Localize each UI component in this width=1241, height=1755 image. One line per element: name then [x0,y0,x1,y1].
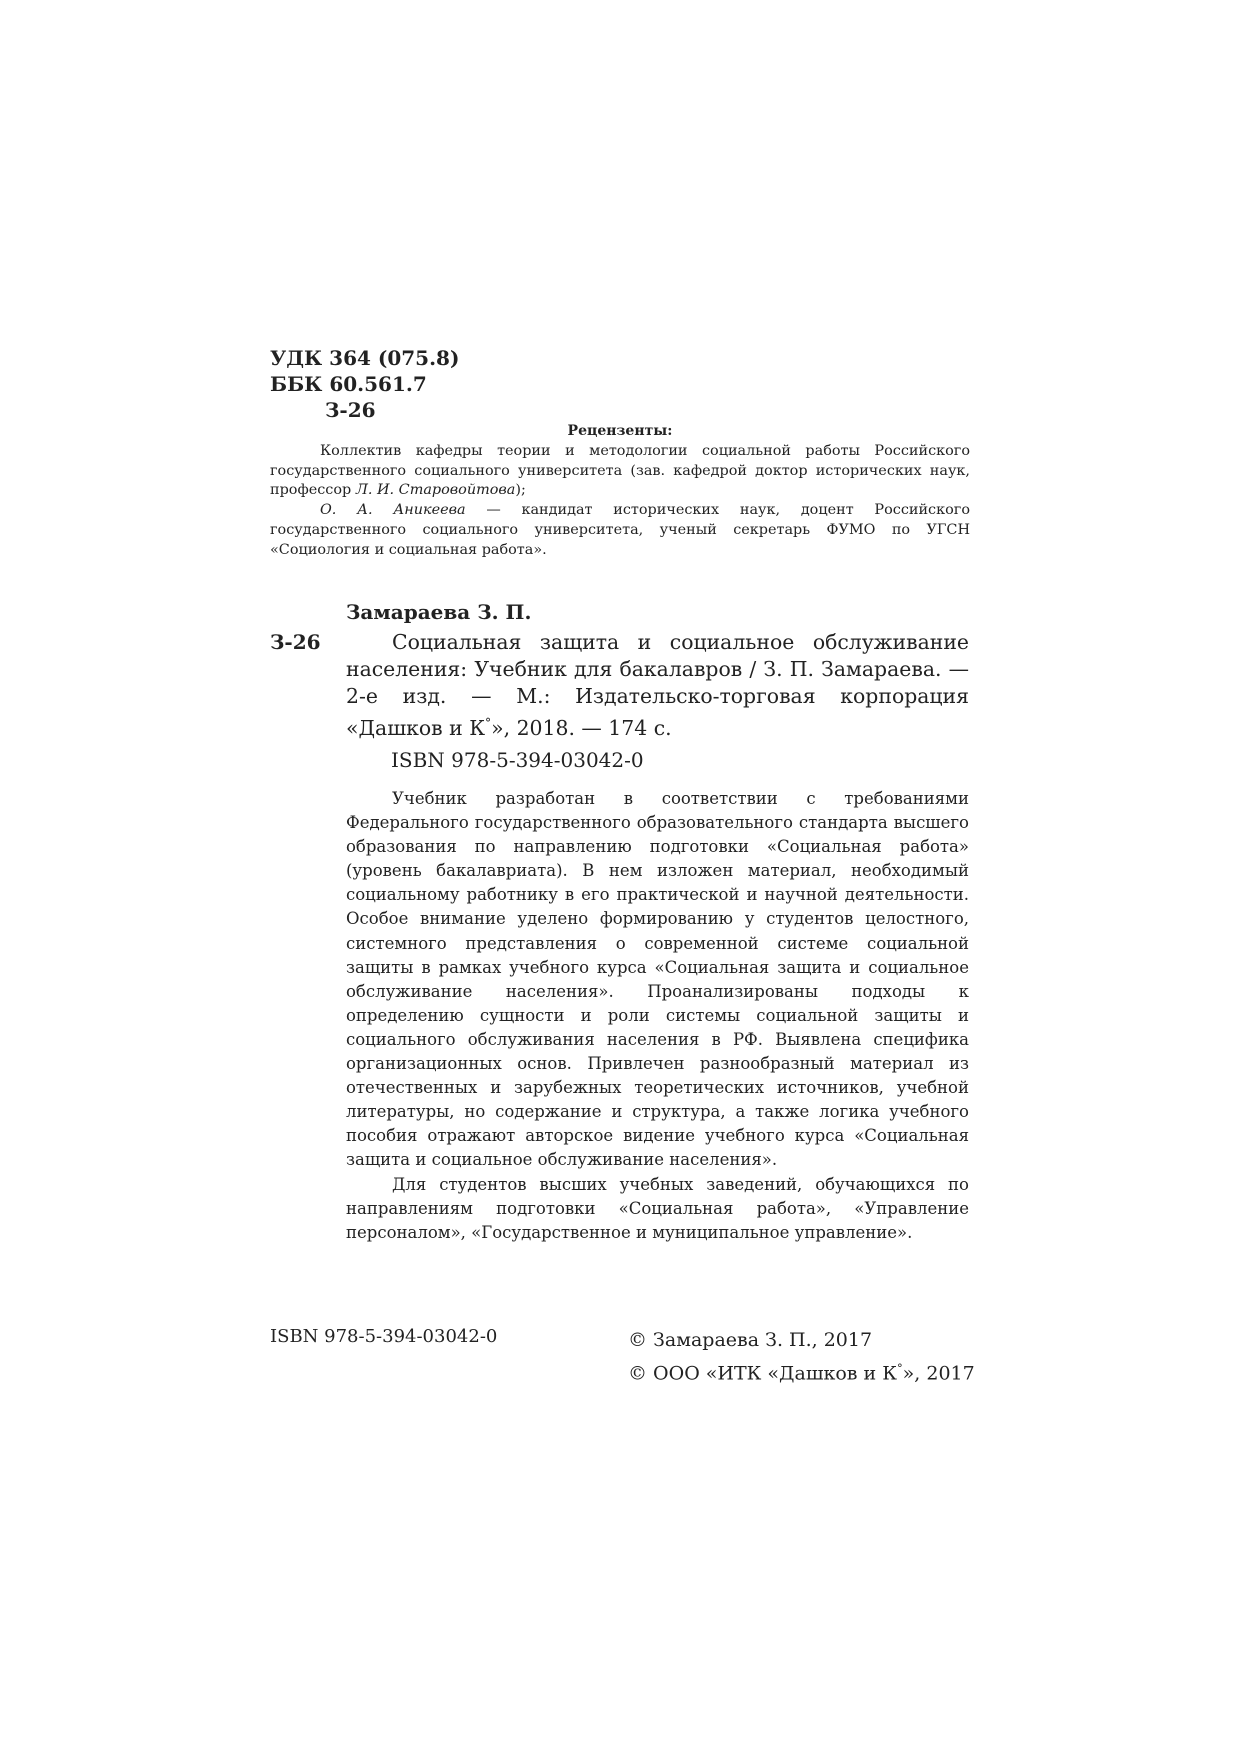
annotation [346,787,969,1245]
annotation-paragraph-1: Учебник разработан в соответствии с требованиями Федерального государственного образовательного стандарта высшего образования по направлению подготовки «Социальная работа» (уровень бакалавриата). В нем изложен материал, необходимый социальному работнику в его практической и научной деятельности. Особое внимание уделено формированию у студентов целостного, системного представления о современной системе социальной защиты в рамках учебного курса «Социальная защита и социальное обслуживание населения». Проанализированы подходы к определению сущности и роли системы социальной защиты и социального обслуживания населения в РФ. Выявлена специфика организационных основ. Привлечен разнообразный материал из отечественных и зарубежных теоретических источников, учебной литературы, но содержание и структура, а также логика учебного пособия отражают авторское видение учебного курса «Социальная защита и социальное обслуживание населения». [346,789,969,1170]
reviewers-section [270,422,970,561]
reviewer-entry-2-name: О. А. Аникеева [320,502,466,519]
annotation-paragraph-2: Для студентов высших учебных заведений, обучающихся по направлениям подготовки «Социальная работа», «Управление персоналом», «Государственное и муниципальное управление». [346,1174,969,1242]
reviewer-entry-1 [270,442,970,501]
classification-codes [270,345,459,423]
footer-isbn: ISBN 978-5-394-03042-0 [270,1326,498,1347]
catalog-code: З-26 [270,630,321,654]
copyright-author: © Замараева З. П., 2017 [628,1329,873,1351]
citation-degree: ° [485,716,492,730]
catalog-citation [346,629,969,742]
copyright-publisher [628,1354,975,1387]
copyright-publisher-pre: © ООО «ИТК «Дашков и К [628,1362,897,1385]
reviewers-heading: Рецензенты: [567,423,673,439]
citation-post: », 2018. — 174 с. [491,715,672,740]
reviewer-entry-1-text: Коллектив кафедры теории и методологии социальной работы Российского государственного социального университета (зав. кафедрой доктор исторических наук, профессор [270,442,970,499]
citation-text [346,629,969,742]
udk-code: УДК 364 (075.8) [270,346,460,370]
copyright-publisher-post: », 2017 [902,1362,975,1385]
copyright-block [628,1326,975,1387]
reviewer-entry-1-end: ); [515,482,526,499]
reviewer-entry-2-text: — кандидат исторических наук, доцент Российского государственного социального университета, ученый секретарь ФУМО по УГСН «Социология и социальная работа». [270,502,970,558]
reviewer-entry-1-name: Л. И. Старовойтова [355,482,516,499]
author-sign: З-26 [325,398,376,422]
catalog-author: Замараева З. П. [346,600,532,624]
copyright-degree: ° [896,1361,903,1375]
catalog-isbn: ISBN 978-5-394-03042-0 [391,748,644,772]
reviewer-entry-2 [270,501,970,560]
bbk-code: ББК 60.561.7 [270,372,427,396]
citation-pre: Социальная защита и социальное обслуживание населения: Учебник для бакалавров / З. П. Замараева. — 2-е изд. — М.: Издательско-торговая корпорация «Дашков и К [346,630,969,740]
